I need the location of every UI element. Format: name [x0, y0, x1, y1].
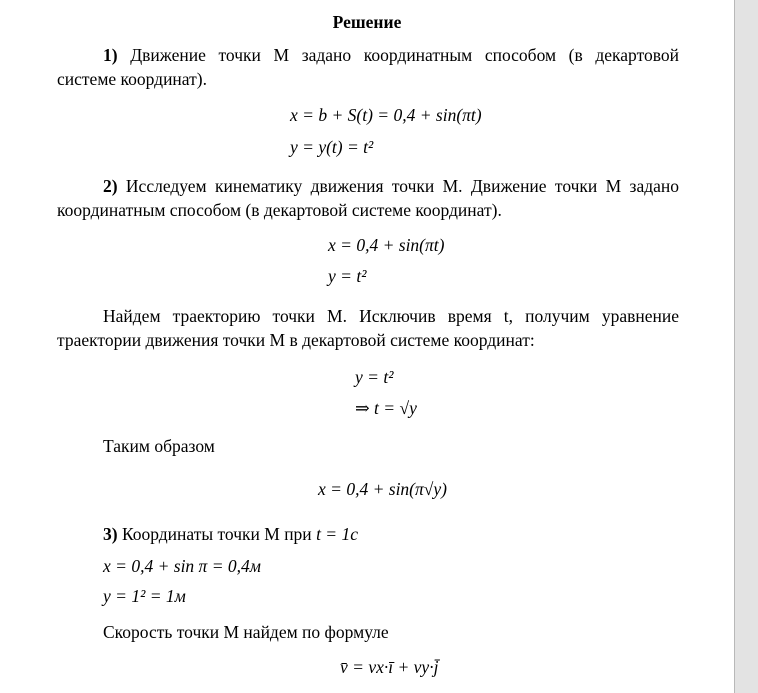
formula-y-1: y = y(t) = t² [290, 137, 374, 157]
formula-velocity: v̄ = vx·ī + vy·j̄ [340, 657, 439, 677]
formula-x-value: x = 0,4 + sin π = 0,4м [103, 556, 261, 576]
formula-y-3: y = t² [355, 367, 394, 387]
step-number: 1) [103, 45, 118, 65]
step-number: 2) [103, 176, 118, 196]
formula-x-1: x = b + S(t) = 0,4 + sin(πt) [290, 105, 482, 125]
formula-y-value: y = 1² = 1м [103, 586, 186, 606]
paragraph-2-line-2: координатным способом (в декартовой системе координат). [57, 200, 502, 220]
formula-trajectory: x = 0,4 + sin(π√y) [318, 479, 447, 499]
formula-y-2: y = t² [328, 266, 367, 286]
paragraph-2-line-1 [57, 176, 679, 196]
section-title: Решение [332, 12, 402, 32]
paragraph-1-line-1 [57, 45, 679, 65]
step-number: 3) [103, 524, 118, 544]
formula-x-2: x = 0,4 + sin(πt) [328, 235, 445, 255]
text: Исследуем кинематику движения точки М. Движение точки М задано [125, 176, 679, 196]
paragraph-3-line-2: траектории движения точки М в декартовой системе координат: [57, 330, 535, 350]
paragraph-3-line-1: Найдем траекторию точки М. Исключив время t, получим уравнение [103, 306, 679, 326]
formula-t: ⇒ t = √y [355, 398, 417, 418]
side-panel [734, 0, 758, 693]
text: Движение точки М задано координатным способом (в декартовой [130, 45, 680, 65]
paragraph-4: Таким образом [103, 436, 215, 456]
paragraph-5 [103, 524, 358, 544]
paragraph-6: Скорость точки М найдем по формуле [103, 622, 389, 642]
text: Координаты точки М при [121, 524, 312, 544]
paragraph-1-line-2: системе координат). [57, 69, 207, 89]
time-condition: t = 1c [316, 524, 359, 544]
